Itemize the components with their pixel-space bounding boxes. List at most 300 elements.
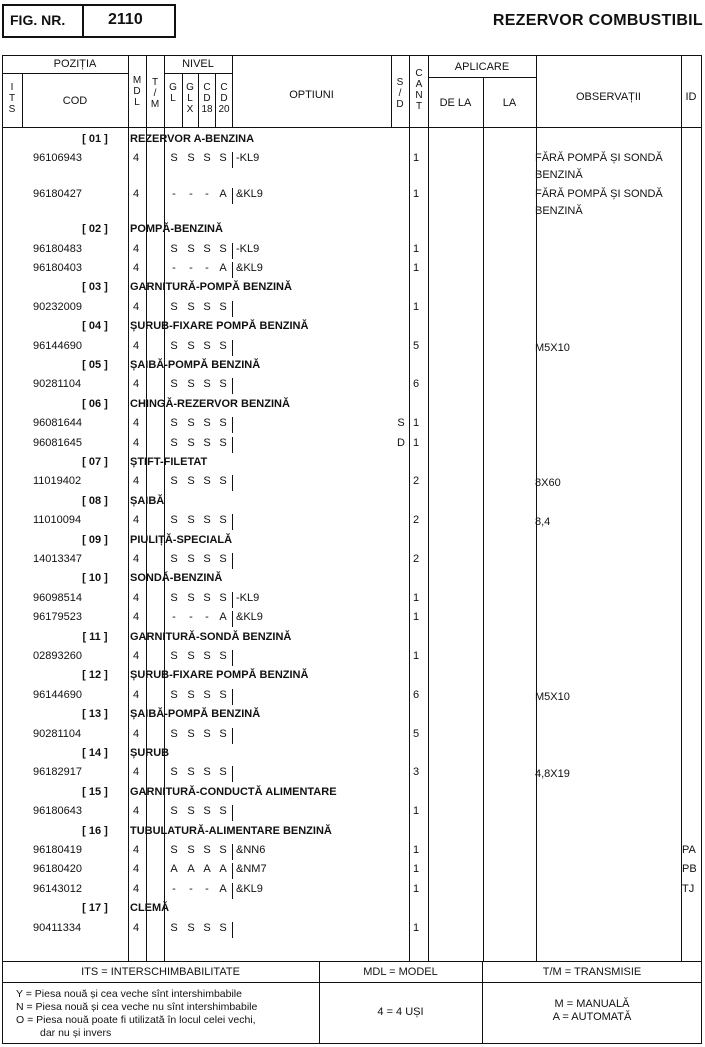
group-description: POMPĂ-BENZINĂ [130,223,223,236]
nivel-cd20: A [219,187,227,200]
col-optiuni: OPTIUNI [289,89,334,101]
nivel-gl: - [172,262,176,274]
sd-divider [409,55,410,128]
nivel-glx: S [187,766,195,779]
col-id: ID [685,91,697,103]
group-description: ȘAIBĂ-POMPĂ BENZINĂ [130,359,261,371]
nivel-right-tick [232,188,233,204]
nivel-glx: S [187,152,195,165]
group-description: REZERVOR A-BENZINA [130,133,255,145]
nivel-glx: - [189,611,193,624]
nivel-gl: S [170,650,178,662]
part-code: 96106943 [33,152,82,165]
nivel-glx: S [187,844,195,856]
legend-auto: A = AUTOMATĂ [552,1011,632,1023]
nivel-glx: S [187,300,195,313]
part-quantity: 2 [413,475,420,488]
legend-manual: M = MANUALĂ [554,998,630,1010]
group-number: [ 13 ] [82,708,108,721]
part-code: 96180483 [33,242,82,255]
nivel-cd20: S [219,300,227,313]
part-quantity: 1 [413,650,420,662]
part-code: 96081645 [33,436,82,449]
nivel-cd20: A [219,863,227,876]
part-option: &NN6 [236,844,266,856]
nivel-left-tick [164,152,165,168]
nivel-cd20: S [219,339,227,352]
nivel-glx: S [187,339,195,352]
group-number: [ 10 ] [82,572,108,585]
part-quantity: 6 [413,688,420,701]
col-de-la: DE LA [439,97,472,109]
col-its: I T S [8,82,16,115]
nivel-cd18: S [203,300,211,313]
cod-divider [128,55,129,128]
group-number: [ 17 ] [82,902,108,915]
part-observation: M5X10 [535,341,570,354]
part-observation: 4,8X19 [535,768,570,781]
group-description: GARNITURĂ-CONDUCTĂ ALIMENTARE [130,785,337,798]
nivel-left-tick [164,805,165,821]
group-description: ȘAIBĂ [130,494,165,507]
part-model: 4 [133,591,140,604]
nivel-gl: S [170,805,178,818]
group-description: TUBULATURĂ-ALIMENTARE BENZINĂ [130,824,332,837]
body-divider-sd [409,128,410,961]
nivel-left-tick [164,728,165,744]
figure-number: 2110 [108,11,143,28]
group-number: [ 06 ] [82,397,108,410]
nivel-right-tick [232,437,233,453]
nivel-right-tick [232,650,233,666]
part-model: 4 [133,844,140,856]
nivel-gl: S [170,436,178,449]
nivel-left-tick [164,883,165,899]
nivel-cd18: S [203,152,211,165]
body-divider-cod [128,128,129,961]
nivel-glx: S [187,436,195,449]
figure-label: FIG. NR. [10,12,66,28]
group-description: ȘURUB-FIXARE POMPĂ BENZINĂ [130,669,309,682]
nivel-cd18: S [203,805,211,818]
body-divider-la [536,128,537,961]
nivel-glx: S [187,417,195,430]
nivel-glx: S [187,591,195,604]
nivel-glx: S [187,727,195,740]
part-model: 4 [133,863,140,876]
nivel-left-tick [164,650,165,666]
part-quantity: 2 [413,514,420,527]
nivel-cd20: S [219,152,227,165]
part-model: 4 [133,553,140,565]
part-quantity: 2 [413,553,420,565]
part-code: 96180643 [33,805,82,818]
nivel-gl: S [170,727,178,740]
col-tm: T / M [150,77,160,110]
note-n: N = Piesa nouă și cea veche nu sînt intershimbabile [16,1001,258,1013]
nivel-cd20: S [219,688,227,701]
part-code: 96081644 [33,417,82,430]
part-code: 11010094 [33,514,82,527]
nivel-glx: S [187,514,195,527]
part-model: 4 [133,300,140,313]
nivel-gl: S [170,242,178,255]
nivel-glx: S [187,805,195,818]
footer-mid-rule [2,982,702,983]
col-nivel-gl: G L [169,82,177,104]
part-code: 96180419 [33,844,82,856]
note-o-continued: dar nu și invers [40,1027,112,1039]
part-quantity: 1 [413,187,420,200]
part-id: PB [682,863,697,876]
nivel-cd18: S [203,436,211,449]
nivel-cd20: S [219,766,227,779]
group-description: GARNITURĂ-POMPĂ BENZINĂ [130,281,292,294]
nivel-left-tick [164,514,165,530]
nivel-right-tick [232,152,233,168]
group-number: [ 12 ] [82,669,108,682]
part-model: 4 [133,262,140,274]
part-code: 90281104 [33,727,82,740]
part-quantity: 5 [413,339,420,352]
nivel-cd20: S [219,650,227,662]
nivel-right-tick [232,417,233,433]
legend-mdl: MDL = MODEL [363,966,438,978]
nivel-cd20: S [219,553,227,565]
group-description: CHINGĂ-REZERVOR BENZINĂ [130,397,290,410]
nivel-gl: S [170,514,178,527]
nivel-right-tick [232,301,233,317]
part-option: -KL9 [236,152,260,165]
part-quantity: 3 [413,766,420,779]
nivel-left-tick [164,417,165,433]
group-description: GARNITURĂ-SONDĂ BENZINĂ [130,630,292,643]
nivel-gl: S [170,844,178,856]
nivel-right-tick [232,475,233,491]
nivel-cd18: A [203,863,211,876]
nivel-cd18: S [203,921,211,934]
nivel-cd18: S [203,242,211,255]
nivel-cd18: - [205,882,209,895]
part-code: 02893260 [33,650,82,662]
part-code: 96180403 [33,262,82,274]
part-model: 4 [133,882,140,895]
col-nivel: NIVEL [182,58,214,70]
part-option: -KL9 [236,242,260,255]
part-code: 96179523 [33,611,82,624]
nivel-cd18: S [203,688,211,701]
group-description: ȘAIBĂ-POMPĂ BENZINĂ [130,708,261,721]
nivel-right-tick [232,728,233,744]
nivel-gl: S [170,378,178,391]
nivel-cd18: S [203,514,211,527]
nivel-divider-3 [215,73,216,128]
nivel-left-tick [164,592,165,608]
part-code: 96143012 [33,882,82,895]
nivel-cd18: S [203,475,211,488]
group-number: [ 01 ] [82,133,108,145]
nivel-left-tick [164,243,165,259]
group-number: [ 02 ] [82,223,108,236]
group-description: ȘTIFT-FILETAT [130,456,208,468]
group-number: [ 11 ] [82,630,108,643]
nivel-gl: - [172,187,176,200]
group-number: [ 08 ] [82,494,108,507]
table-right-border [701,55,702,1044]
nivel-glx: S [187,242,195,255]
group-number: [ 16 ] [82,824,108,837]
part-quantity: 1 [413,300,420,313]
nivel-right-tick [232,611,233,627]
nivel-left-tick [164,340,165,356]
nivel-right-tick [232,922,233,938]
table-left-border [2,55,3,1044]
nivel-right-tick [232,340,233,356]
table-bottom-border [2,1043,702,1044]
nivel-right-tick [232,689,233,705]
part-quantity: 5 [413,727,420,740]
part-code: 96180427 [33,187,82,200]
part-code: 90411334 [33,921,82,934]
legend-doors: 4 = 4 UȘI [377,1006,424,1018]
group-description: SONDĂ-BENZINĂ [130,572,223,585]
nivel-left-tick [164,922,165,938]
nivel-gl: S [170,339,178,352]
nivel-left-tick [164,475,165,491]
nivel-cd18: S [203,339,211,352]
nivel-cd18: - [205,262,209,274]
part-model: 4 [133,805,140,818]
nivel-right-tick [232,883,233,899]
nivel-gl: S [170,591,178,604]
note-y: Y = Piesa nouă și cea veche sînt intershimbabile [16,988,242,1000]
part-quantity: 1 [413,262,420,274]
nivel-right-tick [232,592,233,608]
part-quantity: 6 [413,378,420,391]
nivel-cd20: S [219,591,227,604]
nivel-right-tick [232,378,233,394]
body-divider-cant [428,128,429,961]
group-number: [ 04 ] [82,320,108,333]
nivel-left-tick [164,766,165,782]
part-model: 4 [133,152,140,165]
part-code: 14013347 [33,553,82,565]
nivel-right-tick [232,805,233,821]
nivel-gl: S [170,417,178,430]
nivel-right-tick [232,553,233,569]
part-model: 4 [133,921,140,934]
part-code: 96182917 [33,766,82,779]
optiuni-divider [391,55,392,128]
nivel-cd20: S [219,378,227,391]
nivel-cd18: - [205,187,209,200]
nivel-right-tick [232,262,233,278]
note-o: O = Piesa nouă poate fi utilizată în locul celei vechi, [16,1014,256,1026]
part-code: 96144690 [33,688,82,701]
part-quantity: 1 [413,242,420,255]
nivel-glx: S [187,688,195,701]
nivel-glx: S [187,650,195,662]
group-description: ȘURUB [130,747,170,759]
nivel-left-tick [164,689,165,705]
part-side: D [397,436,405,449]
col-aplicare: APLICARE [454,61,510,73]
part-quantity: 1 [413,591,420,604]
nivel-gl: S [170,553,178,565]
col-nivel-glx: G L X [186,82,194,115]
group-description: ȘURUB-FIXARE POMPĂ BENZINĂ [130,320,309,333]
group-number: [ 15 ] [82,785,108,798]
nivel-cd20: S [219,844,227,856]
part-model: 4 [133,378,140,391]
part-code: 96144690 [33,339,82,352]
group-number: [ 14 ] [82,747,108,759]
nivel-left-tick [164,301,165,317]
nivel-right-tick [232,514,233,530]
nivel-cd18: S [203,727,211,740]
nivel-cd20: S [219,514,227,527]
part-quantity: 1 [413,844,420,856]
nivel-cd20: S [219,436,227,449]
nivel-right-tick [232,844,233,860]
nivel-left-tick [164,437,165,453]
col-pozitia: POZIȚIA [53,58,97,70]
nivel-left-tick [164,378,165,394]
legend-its: ITS = INTERSCHIMBABILITATE [81,966,240,978]
nivel-right-tick [232,863,233,879]
nivel-divider-1 [182,73,183,128]
nivel-left-tick [164,611,165,627]
part-option: &NM7 [236,863,267,876]
part-code: 96098514 [33,591,82,604]
part-option: &KL9 [236,611,263,624]
nivel-gl: S [170,300,178,313]
part-quantity: 1 [413,863,420,876]
part-model: 4 [133,688,140,701]
nivel-glx: S [187,921,195,934]
nivel-cd20: S [219,417,227,430]
nivel-left-tick [164,262,165,278]
nivel-cd20: S [219,805,227,818]
part-observation: 8X60 [535,477,561,490]
nivel-cd18: S [203,378,211,391]
nivel-divider-2 [198,73,199,128]
group-number: [ 03 ] [82,281,108,294]
part-quantity: 1 [413,882,420,895]
nivel-gl: S [170,921,178,934]
nivel-cd18: S [203,553,211,565]
part-model: 4 [133,727,140,740]
nivel-gl: A [170,863,178,876]
nivel-glx: - [189,882,193,895]
col-la: LA [502,97,517,109]
part-side: S [397,417,405,430]
part-id: TJ [682,882,695,895]
nivel-glx: S [187,475,195,488]
part-option: &KL9 [236,262,263,274]
nivel-gl: S [170,152,178,165]
nivel-gl: S [170,475,178,488]
part-model: 4 [133,417,140,430]
nivel-glx: S [187,378,195,391]
part-option: -KL9 [236,591,260,604]
nivel-cd20: S [219,475,227,488]
nivel-gl: - [172,611,176,624]
mdl-divider [146,55,147,128]
part-option: &KL9 [236,882,263,895]
part-model: 4 [133,436,140,449]
part-quantity: 1 [413,152,420,165]
part-code: 90232009 [33,300,82,313]
nivel-glx: - [189,187,193,200]
part-model: 4 [133,650,140,662]
aplicare-rule [428,77,536,78]
nivel-glx: A [187,863,195,876]
part-quantity: 1 [413,417,420,430]
nivel-gl: S [170,766,178,779]
pozitia-rule [2,73,128,74]
body-divider-obs [681,128,682,961]
nivel-cd18: S [203,766,211,779]
part-quantity: 1 [413,805,420,818]
nivel-left-tick [164,863,165,879]
nivel-cd18: S [203,844,211,856]
part-observation: M5X10 [535,690,570,703]
nivel-right-tick [232,243,233,259]
col-observatii: OBSERVAȚII [575,91,641,103]
col-sd: S / D [396,77,404,110]
part-observation: FĂRĂ POMPĂ ȘI SONDĂ BENZINĂ [535,187,663,217]
nivel-cd18: S [203,417,211,430]
nivel-cd20: A [219,882,227,895]
col-cod: COD [62,95,88,107]
table-top-border [2,55,702,56]
body-divider-dela [483,128,484,961]
nivel-left-tick [164,553,165,569]
nivel-cd18: - [205,611,209,624]
nivel-glx: S [187,553,195,565]
col-nivel-cd20: C D 20 [218,82,230,115]
figure-box-divider [82,4,84,38]
group-number: [ 09 ] [82,533,108,546]
nivel-right-tick [232,766,233,782]
part-quantity: 1 [413,611,420,624]
footer-top-rule [2,961,702,962]
part-option: &KL9 [236,187,263,200]
part-model: 4 [133,766,140,779]
nivel-glx: - [189,262,193,274]
nivel-left-tick [164,188,165,204]
col-mdl: M D L [132,75,142,108]
part-code: 90281104 [33,378,82,391]
col-nivel-cd18: C D 18 [201,82,213,115]
part-id: PA [682,844,696,856]
group-number: [ 05 ] [82,359,108,371]
part-model: 4 [133,475,140,488]
part-quantity: 1 [413,436,420,449]
part-quantity: 1 [413,921,420,934]
part-model: 4 [133,242,140,255]
nivel-cd20: A [219,611,227,624]
nivel-cd20: S [219,921,227,934]
part-model: 4 [133,611,140,624]
part-model: 4 [133,339,140,352]
group-description: PIULIȚĂ-SPECIALĂ [130,533,233,546]
nivel-left-tick [164,844,165,860]
nivel-cd18: S [203,650,211,662]
col-cant: C A N T [415,68,423,112]
nivel-cd20: S [219,727,227,740]
